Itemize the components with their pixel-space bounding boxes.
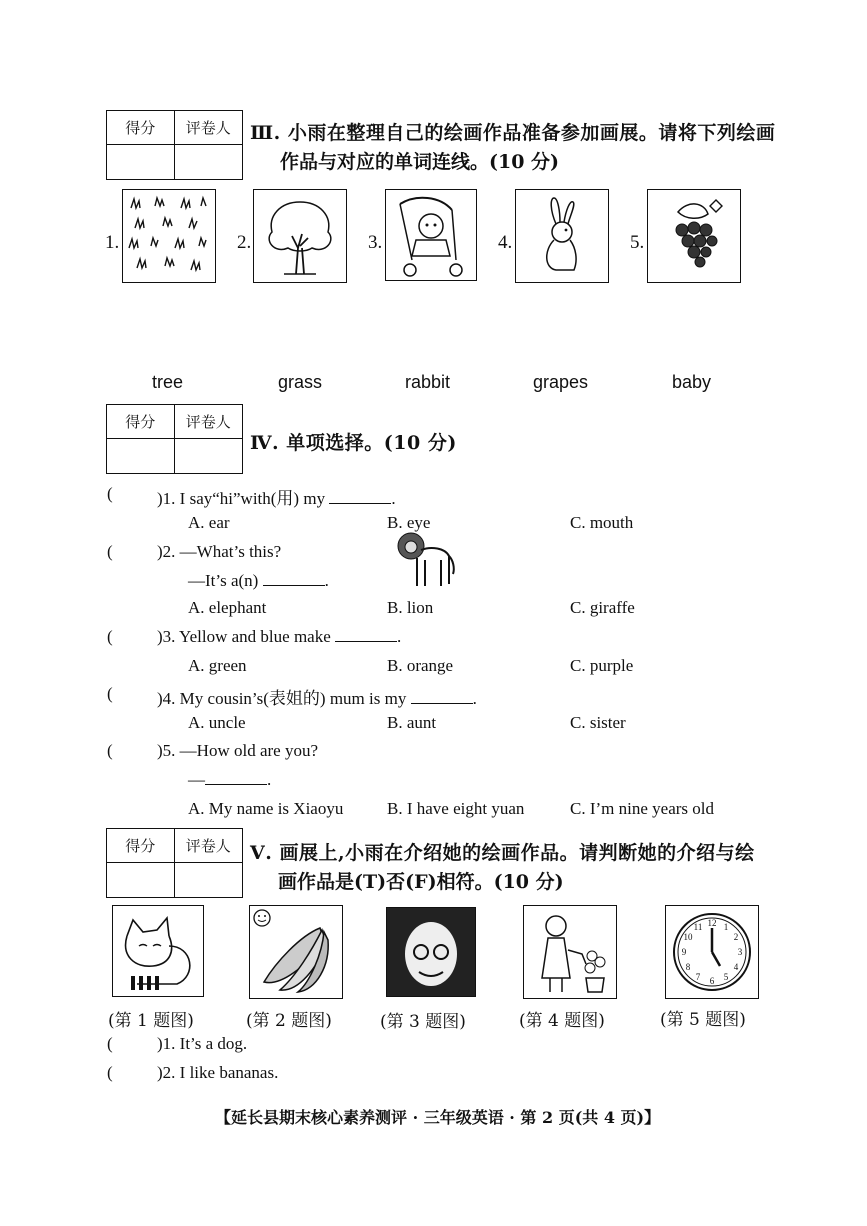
picture-number: 4.: [498, 232, 513, 253]
score-label: 得分: [107, 829, 175, 863]
girl-watering-icon: [523, 905, 617, 999]
option-c[interactable]: C. sister: [570, 713, 626, 732]
question-5-line2: — .: [188, 770, 272, 789]
svg-text:10: 10: [683, 932, 693, 942]
svg-text:4: 4: [733, 962, 739, 972]
caption-5: (第 5 题图): [660, 1010, 746, 1030]
grader-label: 评卷人: [175, 111, 243, 145]
option-b[interactable]: B. eye: [387, 513, 431, 532]
baby-icon: [385, 189, 477, 281]
option-b[interactable]: B. lion: [387, 598, 434, 617]
section5-subtitle: 画作品是(T)否(F)相符。(10 分): [278, 871, 564, 893]
option-a[interactable]: A. green: [188, 656, 247, 675]
answer-blank[interactable]: [205, 770, 267, 785]
option-a[interactable]: A. ear: [188, 513, 230, 532]
svg-text:6: 6: [709, 976, 715, 986]
question-2: )2. —What’s this?: [157, 542, 282, 561]
answer-paren[interactable]: (: [107, 684, 113, 703]
answer-blank[interactable]: [411, 689, 473, 704]
grader-cell[interactable]: [175, 863, 243, 897]
answer-paren[interactable]: (: [107, 1063, 113, 1082]
score-box: [106, 828, 243, 898]
word-tree[interactable]: tree: [152, 372, 184, 392]
svg-text:7: 7: [695, 972, 701, 982]
picture-number: 1.: [105, 232, 120, 253]
grass-icon: [122, 189, 216, 283]
score-label: 得分: [107, 111, 175, 145]
grader-label: 评卷人: [175, 405, 243, 439]
answer-blank[interactable]: [263, 571, 325, 586]
word-baby[interactable]: baby: [672, 372, 712, 392]
section3-title: Ⅲ. 小雨在整理自己的绘画作品准备参加画展。请将下列绘画: [250, 122, 776, 144]
word-grass[interactable]: grass: [278, 372, 323, 392]
option-b[interactable]: B. aunt: [387, 713, 437, 732]
svg-text:5: 5: [723, 972, 729, 982]
picture-number: 2.: [237, 232, 252, 253]
svg-text:1: 1: [723, 922, 729, 932]
svg-text:3: 3: [737, 947, 743, 957]
answer-paren[interactable]: (: [107, 1034, 113, 1053]
bananas-icon: [249, 905, 343, 999]
caption-3: (第 3 题图): [380, 1012, 466, 1032]
answer-blank[interactable]: [329, 489, 391, 504]
grader-cell[interactable]: [175, 145, 243, 179]
svg-text:12: 12: [707, 918, 717, 928]
section4-title: Ⅳ. 单项选择。(10 分): [250, 432, 457, 454]
picture-number: 5.: [630, 232, 645, 253]
section3-subtitle: 作品与对应的单词连线。(10 分): [280, 151, 560, 173]
svg-text:8: 8: [685, 962, 691, 972]
question-2-line2: —It’s a(n) .: [188, 571, 329, 590]
option-a[interactable]: A. uncle: [188, 713, 246, 732]
grader-label: 评卷人: [175, 829, 243, 863]
word-grapes[interactable]: grapes: [533, 372, 589, 392]
answer-paren[interactable]: (: [107, 627, 113, 646]
score-cell[interactable]: [107, 145, 175, 179]
page-footer: 【延长县期末核心素养测评 · 三年级英语 · 第 2 页(共 4 页)】: [215, 1108, 661, 1127]
answer-paren[interactable]: (: [107, 542, 113, 561]
option-b[interactable]: B. orange: [387, 656, 454, 675]
question-4: )4. My cousin’s(表姐的) mum is my .: [157, 689, 477, 708]
statement-2: )2. I like bananas.: [157, 1063, 279, 1082]
caption-2: (第 2 题图): [246, 1011, 332, 1031]
option-b[interactable]: B. I have eight yuan: [387, 799, 525, 818]
option-a[interactable]: A. My name is Xiaoyu: [188, 799, 344, 818]
score-cell[interactable]: [107, 863, 175, 897]
lion-icon: [395, 530, 457, 590]
option-c[interactable]: C. giraffe: [570, 598, 635, 617]
word-rabbit[interactable]: rabbit: [405, 372, 451, 392]
grapes-icon: [647, 189, 741, 283]
option-a[interactable]: A. elephant: [188, 598, 267, 617]
svg-text:9: 9: [681, 947, 687, 957]
answer-paren[interactable]: (: [107, 484, 113, 503]
grandpa-icon: [386, 907, 476, 997]
picture-number: 3.: [368, 232, 383, 253]
section5-title: Ⅴ. 画展上,小雨在介绍她的绘画作品。请判断她的介绍与绘: [250, 842, 755, 864]
statement-1: )1. It’s a dog.: [157, 1034, 248, 1053]
grader-cell[interactable]: [175, 439, 243, 473]
svg-text:2: 2: [733, 932, 739, 942]
clock-icon: [665, 905, 759, 999]
caption-1: (第 1 题图): [108, 1011, 194, 1031]
tree-icon: [253, 189, 347, 283]
question-5: )5. —How old are you?: [157, 741, 318, 760]
score-box: [106, 404, 243, 474]
question-3: )3. Yellow and blue make .: [157, 627, 402, 646]
svg-text:11: 11: [693, 922, 703, 932]
answer-paren[interactable]: (: [107, 741, 113, 760]
score-label: 得分: [107, 405, 175, 439]
rabbit-icon: [515, 189, 609, 283]
option-c[interactable]: C. purple: [570, 656, 634, 675]
answer-blank[interactable]: [335, 627, 397, 642]
score-cell[interactable]: [107, 439, 175, 473]
question-1: )1. I say“hi”with(用) my .: [157, 489, 396, 508]
option-c[interactable]: C. I’m nine years old: [570, 799, 714, 818]
option-c[interactable]: C. mouth: [570, 513, 634, 532]
score-box: [106, 110, 243, 180]
caption-4: (第 4 题图): [519, 1011, 605, 1031]
cat-icon: [112, 905, 204, 997]
